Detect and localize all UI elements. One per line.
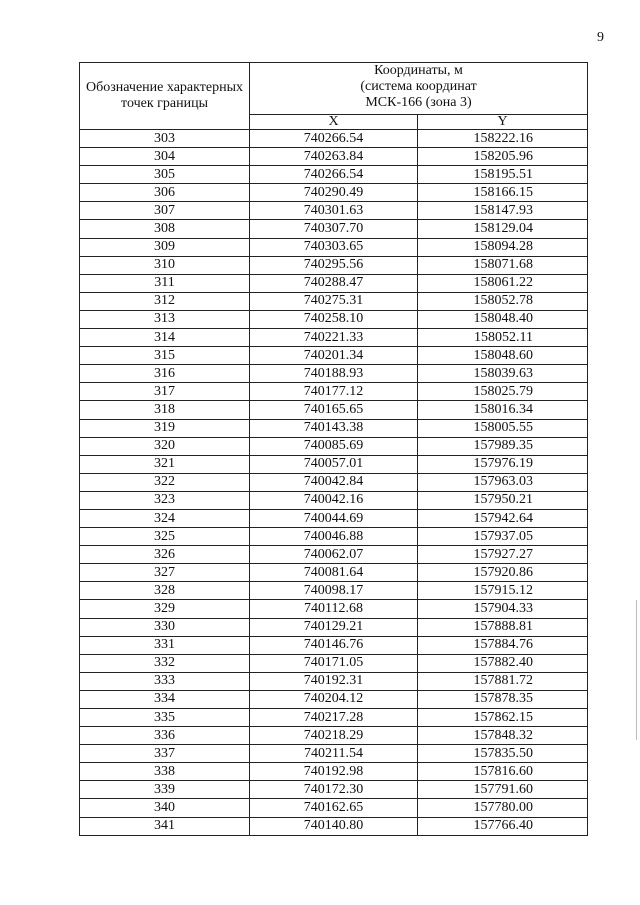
point-number-cell: 336 <box>80 727 250 745</box>
x-coordinate-cell: 740290.49 <box>250 184 418 202</box>
x-coordinate-cell: 740044.69 <box>250 509 418 527</box>
table-row <box>80 292 588 310</box>
table-row <box>80 166 588 184</box>
y-coordinate-cell: 158061.22 <box>418 274 588 292</box>
table-row <box>80 274 588 292</box>
table-row <box>80 564 588 582</box>
y-coordinate-cell: 157904.33 <box>418 600 588 618</box>
y-coordinate-cell: 158039.63 <box>418 365 588 383</box>
x-coordinate-cell: 740177.12 <box>250 383 418 401</box>
point-number-cell: 335 <box>80 709 250 727</box>
y-coordinate-cell: 157816.60 <box>418 763 588 781</box>
point-number-cell: 313 <box>80 310 250 328</box>
point-number-cell: 314 <box>80 329 250 347</box>
table-row <box>80 600 588 618</box>
point-number-cell: 339 <box>80 781 250 799</box>
table-row <box>80 202 588 220</box>
table-row <box>80 672 588 690</box>
table-row <box>80 238 588 256</box>
point-number-cell: 323 <box>80 491 250 509</box>
point-number-cell: 322 <box>80 473 250 491</box>
point-number-cell: 340 <box>80 799 250 817</box>
x-coordinate-cell: 740263.84 <box>250 148 418 166</box>
point-number-cell: 333 <box>80 672 250 690</box>
table-row <box>80 329 588 347</box>
scan-edge-mark <box>636 600 637 740</box>
table-row <box>80 509 588 527</box>
x-coordinate-cell: 740098.17 <box>250 582 418 600</box>
x-coordinate-cell: 740143.38 <box>250 419 418 437</box>
y-coordinate-cell: 157791.60 <box>418 781 588 799</box>
table-row <box>80 148 588 166</box>
y-coordinate-cell: 157884.76 <box>418 636 588 654</box>
table-row <box>80 528 588 546</box>
page-number: 9 <box>597 30 604 45</box>
x-coordinate-cell: 740171.05 <box>250 654 418 672</box>
point-number-cell: 303 <box>80 130 250 148</box>
header-coordinates-line: МСК-166 (зона 3) <box>365 95 472 110</box>
table-row <box>80 310 588 328</box>
x-coordinate-cell: 740046.88 <box>250 528 418 546</box>
point-number-cell: 304 <box>80 148 250 166</box>
y-coordinate-cell: 157927.27 <box>418 546 588 564</box>
point-number-cell: 331 <box>80 636 250 654</box>
table-row <box>80 690 588 708</box>
x-coordinate-cell: 740042.16 <box>250 491 418 509</box>
y-coordinate-cell: 157862.15 <box>418 709 588 727</box>
table-row <box>80 437 588 455</box>
point-number-cell: 309 <box>80 238 250 256</box>
x-coordinate-cell: 740112.68 <box>250 600 418 618</box>
y-coordinate-cell: 158094.28 <box>418 238 588 256</box>
x-coordinate-cell: 740211.54 <box>250 745 418 763</box>
x-coordinate-cell: 740258.10 <box>250 310 418 328</box>
point-number-cell: 308 <box>80 220 250 238</box>
y-coordinate-cell: 158016.34 <box>418 401 588 419</box>
point-number-cell: 312 <box>80 292 250 310</box>
table-row <box>80 383 588 401</box>
point-number-cell: 327 <box>80 564 250 582</box>
x-coordinate-cell: 740288.47 <box>250 274 418 292</box>
table-row <box>80 745 588 763</box>
table-row <box>80 130 588 148</box>
point-number-cell: 306 <box>80 184 250 202</box>
table-row <box>80 654 588 672</box>
point-number-cell: 328 <box>80 582 250 600</box>
x-coordinate-cell: 740172.30 <box>250 781 418 799</box>
table-row <box>80 799 588 817</box>
y-coordinate-cell: 158052.11 <box>418 329 588 347</box>
table-body <box>80 130 588 836</box>
y-coordinate-cell: 158147.93 <box>418 202 588 220</box>
y-coordinate-cell: 157766.40 <box>418 817 588 835</box>
y-coordinate-cell: 158129.04 <box>418 220 588 238</box>
x-coordinate-cell: 740301.63 <box>250 202 418 220</box>
table-row <box>80 636 588 654</box>
y-coordinate-cell: 157942.64 <box>418 509 588 527</box>
table-row <box>80 184 588 202</box>
point-number-cell: 319 <box>80 419 250 437</box>
y-coordinate-cell: 157888.81 <box>418 618 588 636</box>
table-row <box>80 256 588 274</box>
y-coordinate-cell: 157989.35 <box>418 437 588 455</box>
point-number-cell: 324 <box>80 509 250 527</box>
x-coordinate-cell: 740275.31 <box>250 292 418 310</box>
x-coordinate-cell: 740057.01 <box>250 455 418 473</box>
y-coordinate-cell: 157920.86 <box>418 564 588 582</box>
x-coordinate-cell: 740085.69 <box>250 437 418 455</box>
point-number-cell: 317 <box>80 383 250 401</box>
x-coordinate-cell: 740303.65 <box>250 238 418 256</box>
y-coordinate-cell: 157976.19 <box>418 455 588 473</box>
x-coordinate-cell: 740062.07 <box>250 546 418 564</box>
x-coordinate-cell: 740188.93 <box>250 365 418 383</box>
table-row <box>80 347 588 365</box>
x-coordinate-cell: 740192.98 <box>250 763 418 781</box>
x-coordinate-cell: 740295.56 <box>250 256 418 274</box>
y-coordinate-cell: 158205.96 <box>418 148 588 166</box>
y-coordinate-cell: 157950.21 <box>418 491 588 509</box>
point-number-cell: 334 <box>80 690 250 708</box>
point-number-cell: 320 <box>80 437 250 455</box>
table-row <box>80 546 588 564</box>
y-coordinate-cell: 158048.60 <box>418 347 588 365</box>
y-coordinate-cell: 158025.79 <box>418 383 588 401</box>
y-coordinate-cell: 157780.00 <box>418 799 588 817</box>
point-number-cell: 305 <box>80 166 250 184</box>
point-number-cell: 307 <box>80 202 250 220</box>
y-coordinate-cell: 157937.05 <box>418 528 588 546</box>
point-number-cell: 315 <box>80 347 250 365</box>
x-coordinate-cell: 740146.76 <box>250 636 418 654</box>
table-row <box>80 365 588 383</box>
x-coordinate-cell: 740140.80 <box>250 817 418 835</box>
x-coordinate-cell: 740201.34 <box>250 347 418 365</box>
x-coordinate-cell: 740192.31 <box>250 672 418 690</box>
table-row <box>80 473 588 491</box>
header-coordinates <box>250 63 588 115</box>
x-coordinate-cell: 740204.12 <box>250 690 418 708</box>
point-number-cell: 332 <box>80 654 250 672</box>
x-coordinate-cell: 740218.29 <box>250 727 418 745</box>
table-row <box>80 763 588 781</box>
header-y: Y <box>418 115 588 130</box>
header-x: X <box>250 115 418 130</box>
table-row <box>80 709 588 727</box>
point-number-cell: 321 <box>80 455 250 473</box>
x-coordinate-cell: 740081.64 <box>250 564 418 582</box>
y-coordinate-cell: 157882.40 <box>418 654 588 672</box>
y-coordinate-cell: 157881.72 <box>418 672 588 690</box>
point-number-cell: 326 <box>80 546 250 564</box>
point-number-cell: 341 <box>80 817 250 835</box>
x-coordinate-cell: 740162.65 <box>250 799 418 817</box>
table-row <box>80 401 588 419</box>
x-coordinate-cell: 740042.84 <box>250 473 418 491</box>
point-number-cell: 330 <box>80 618 250 636</box>
y-coordinate-cell: 158222.16 <box>418 130 588 148</box>
x-coordinate-cell: 740266.54 <box>250 166 418 184</box>
x-coordinate-cell: 740221.33 <box>250 329 418 347</box>
table-row <box>80 817 588 835</box>
y-coordinate-cell: 157963.03 <box>418 473 588 491</box>
x-coordinate-cell: 740217.28 <box>250 709 418 727</box>
x-coordinate-cell: 740129.21 <box>250 618 418 636</box>
y-coordinate-cell: 158048.40 <box>418 310 588 328</box>
point-number-cell: 329 <box>80 600 250 618</box>
header-coordinates-line: Координаты, м <box>374 63 463 78</box>
y-coordinate-cell: 157835.50 <box>418 745 588 763</box>
point-number-cell: 316 <box>80 365 250 383</box>
x-coordinate-cell: 740307.70 <box>250 220 418 238</box>
point-number-cell: 310 <box>80 256 250 274</box>
table-row <box>80 419 588 437</box>
x-coordinate-cell: 740165.65 <box>250 401 418 419</box>
header-point-designation: Обозначение характерных точек границы <box>80 63 250 130</box>
point-number-cell: 338 <box>80 763 250 781</box>
point-number-cell: 337 <box>80 745 250 763</box>
point-number-cell: 318 <box>80 401 250 419</box>
table-row <box>80 618 588 636</box>
point-number-cell: 311 <box>80 274 250 292</box>
table-row <box>80 582 588 600</box>
table-row <box>80 781 588 799</box>
y-coordinate-cell: 158195.51 <box>418 166 588 184</box>
table-row <box>80 727 588 745</box>
point-number-cell: 325 <box>80 528 250 546</box>
y-coordinate-cell: 158052.78 <box>418 292 588 310</box>
table-row <box>80 455 588 473</box>
y-coordinate-cell: 158071.68 <box>418 256 588 274</box>
y-coordinate-cell: 157848.32 <box>418 727 588 745</box>
y-coordinate-cell: 157915.12 <box>418 582 588 600</box>
header-coordinates-line: (система координат <box>360 79 477 94</box>
x-coordinate-cell: 740266.54 <box>250 130 418 148</box>
y-coordinate-cell: 157878.35 <box>418 690 588 708</box>
y-coordinate-cell: 158166.15 <box>418 184 588 202</box>
table-row <box>80 220 588 238</box>
table-row <box>80 491 588 509</box>
boundary-coordinates-table <box>79 62 588 836</box>
y-coordinate-cell: 158005.55 <box>418 419 588 437</box>
